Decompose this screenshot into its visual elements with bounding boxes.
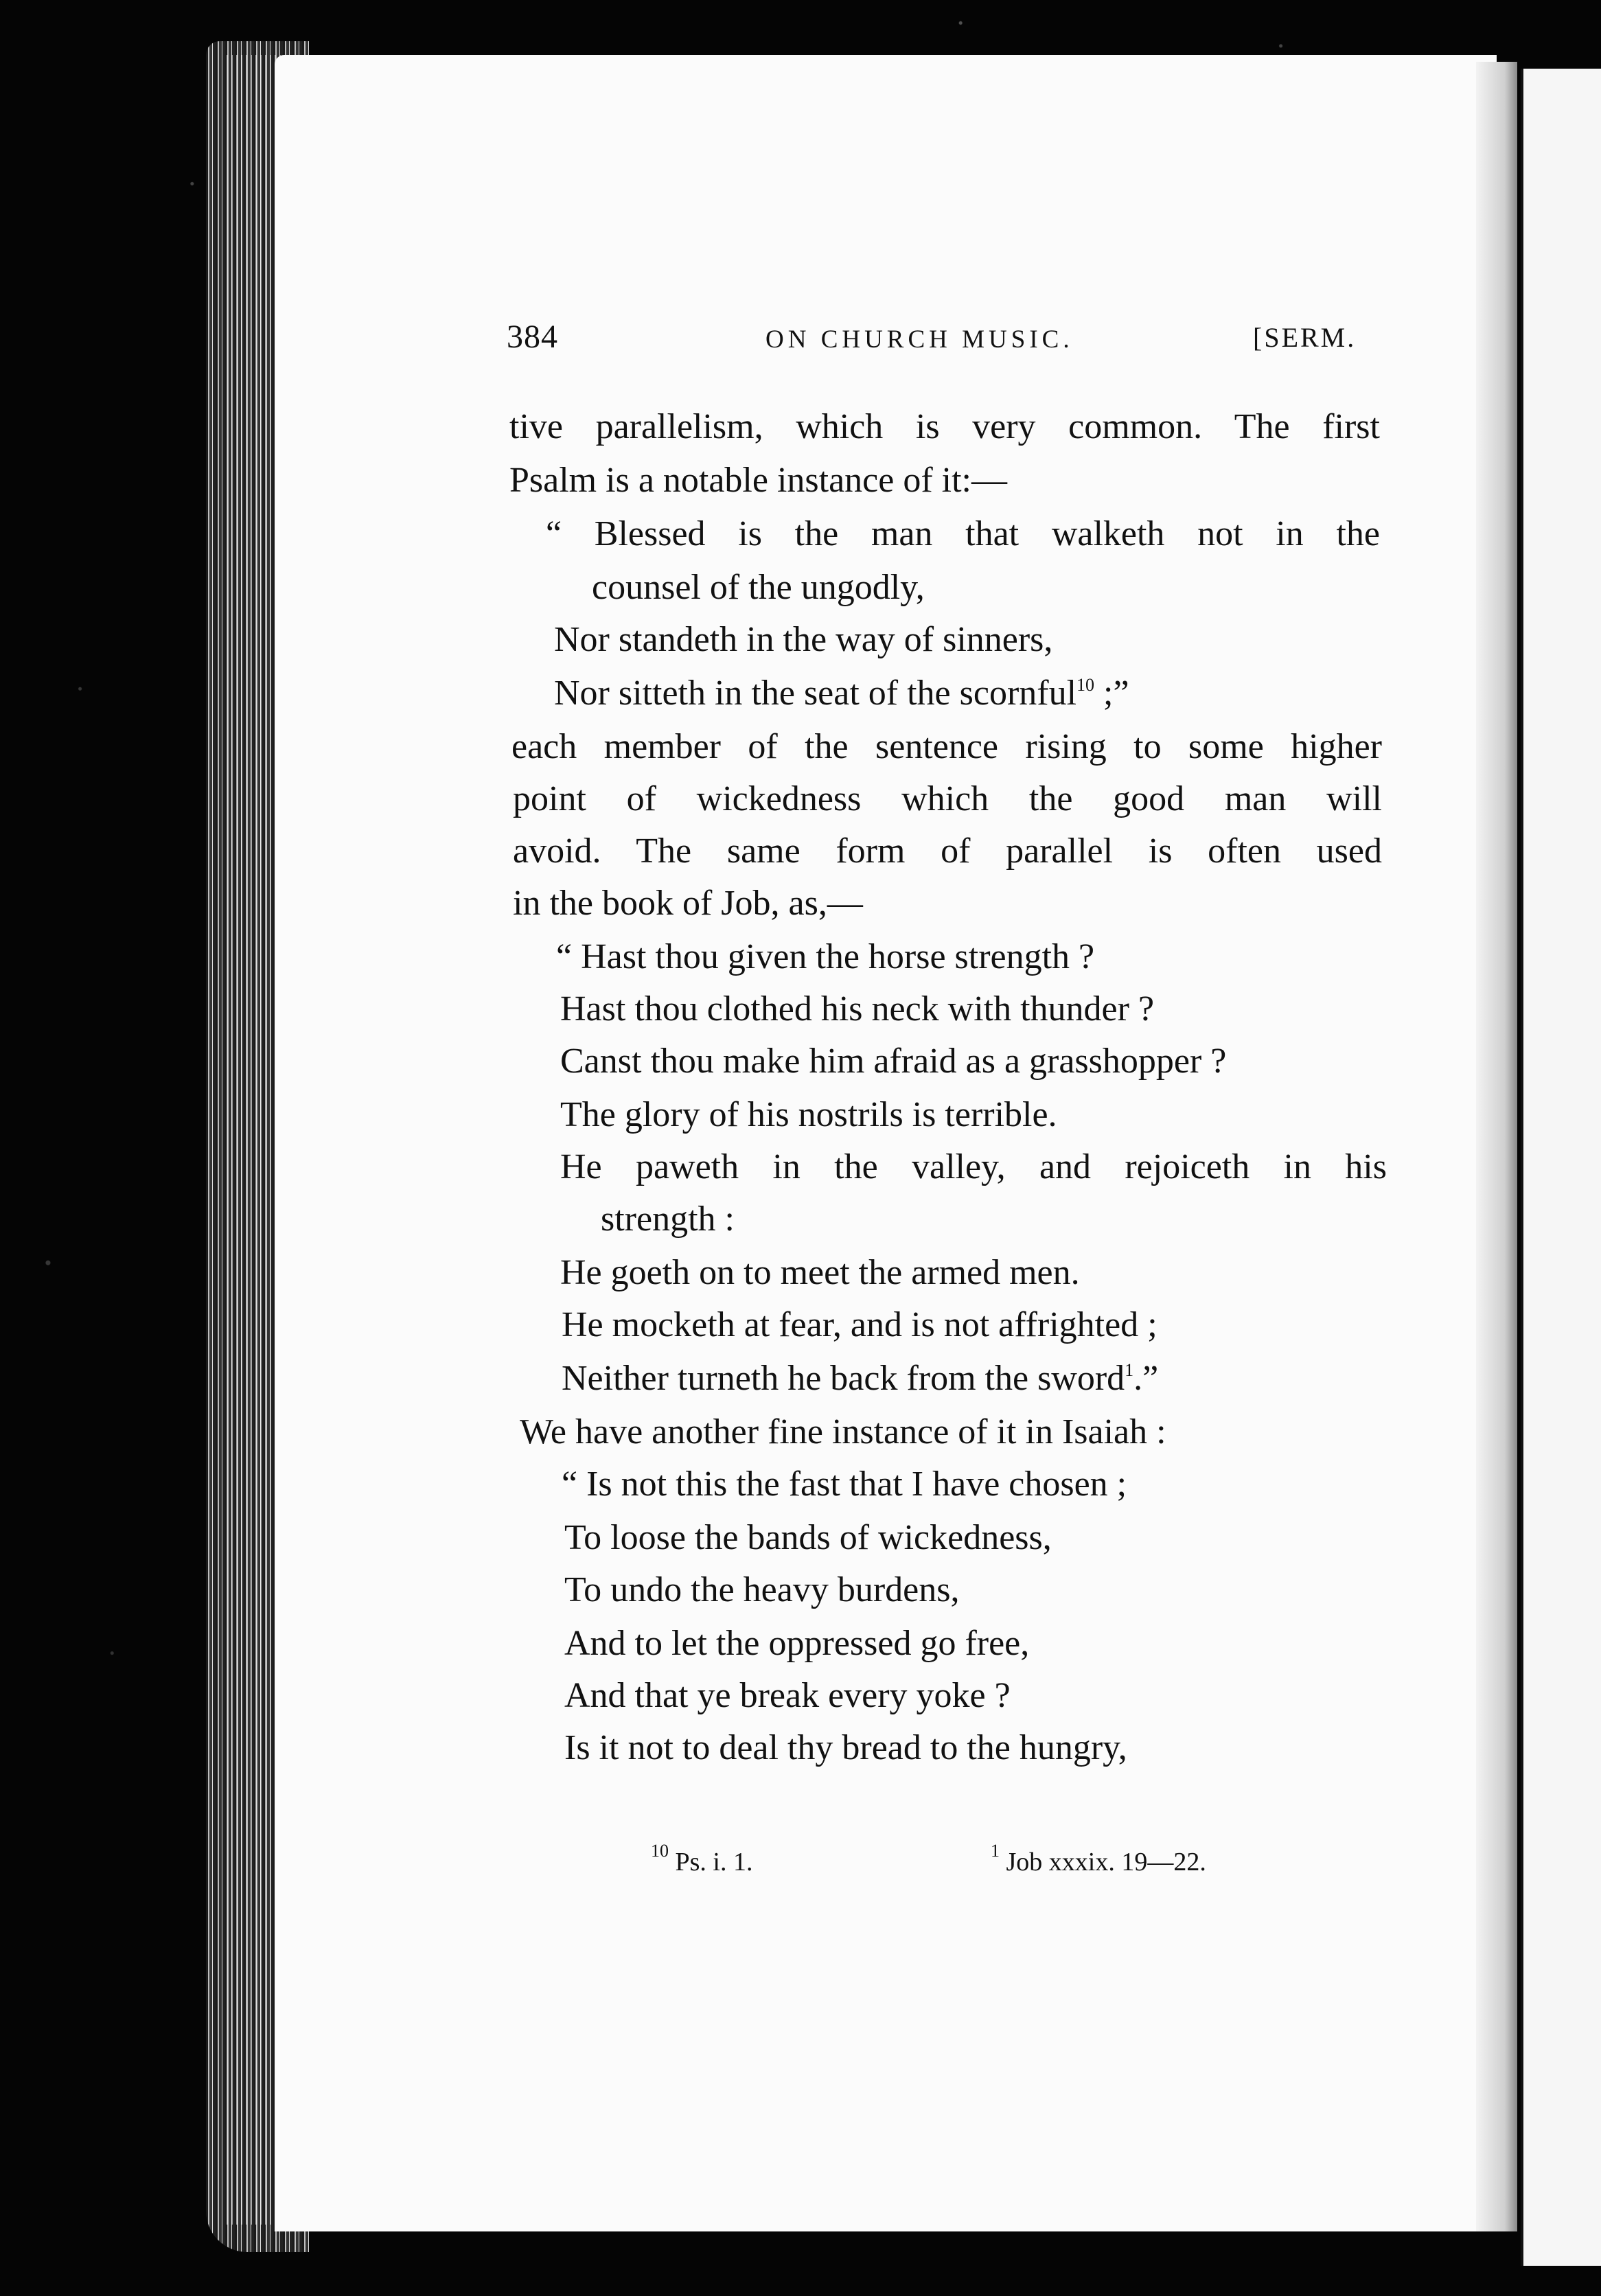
text-line: tive parallelism, which is very common. The first [509, 407, 1380, 446]
text-line: in the book of Job, as,— [513, 884, 863, 923]
footnote [651, 1841, 753, 1877]
text-line: He mocketh at fear, and is not affrighted ; [562, 1305, 1157, 1344]
text-line [554, 673, 1129, 714]
text-line: avoid. The same form of parallel is often used [513, 831, 1382, 871]
footnote-text: Job xxxix. 19—22. [1000, 1848, 1206, 1876]
page-header [0, 318, 1601, 359]
footnote-text: Ps. i. 1. [669, 1848, 753, 1876]
note-ref: 1 [1125, 1360, 1134, 1380]
note-ref: 10 [1076, 675, 1095, 695]
text-span: Neither turneth he back from the sword [562, 1359, 1125, 1398]
text-line: The glory of his nostrils is terrible. [560, 1095, 1057, 1134]
section-marker: [SERM. [1253, 322, 1357, 353]
footnote [991, 1841, 1206, 1877]
text-line: counsel of the ungodly, [592, 568, 925, 607]
text-line: Hast thou clothed his neck with thunder ? [560, 989, 1155, 1029]
text-line: And that ye break every yoke ? [564, 1676, 1011, 1715]
text-line: And to let the oppressed go free, [564, 1624, 1030, 1663]
text-line: He goeth on to meet the armed men. [560, 1253, 1080, 1292]
text-line: point of wickedness which the good man will [513, 779, 1382, 818]
running-title: ON CHURCH MUSIC. [765, 325, 1074, 354]
text-line: “ Blessed is the man that walketh not in the [546, 514, 1380, 553]
text-span: ;” [1094, 674, 1129, 713]
text-line: To undo the heavy burdens, [564, 1570, 960, 1609]
text-line: Psalm is a notable instance of it:— [509, 461, 1007, 500]
facing-page-edge [1521, 69, 1601, 2266]
text-line [562, 1358, 1158, 1399]
footnote-mark: 1 [991, 1841, 1000, 1861]
text-line: To loose the bands of wickedness, [564, 1518, 1052, 1557]
text-span: Nor sitteth in the seat of the scornful [554, 674, 1077, 713]
footnote-mark: 10 [651, 1841, 669, 1861]
text-line: Is it not to deal thy bread to the hungry, [564, 1728, 1127, 1767]
text-line: “ Hast thou given the horse strength ? [556, 937, 1095, 976]
page-number: 384 [507, 319, 558, 355]
text-line: Canst thou make him afraid as a grasshopper ? [560, 1042, 1227, 1081]
text-line: We have another fine instance of it in Isaiah : [520, 1412, 1166, 1451]
text-line: strength : [601, 1199, 735, 1239]
text-line: Nor standeth in the way of sinners, [554, 620, 1053, 659]
text-line: “ Is not this the fast that I have chosen ; [562, 1465, 1127, 1504]
text-span: .” [1133, 1359, 1159, 1398]
text-line: each member of the sentence rising to some higher [511, 727, 1382, 766]
text-line: He paweth in the valley, and rejoiceth in his [560, 1147, 1387, 1186]
gutter-shadow [1476, 62, 1517, 2231]
book-page [275, 55, 1497, 2231]
